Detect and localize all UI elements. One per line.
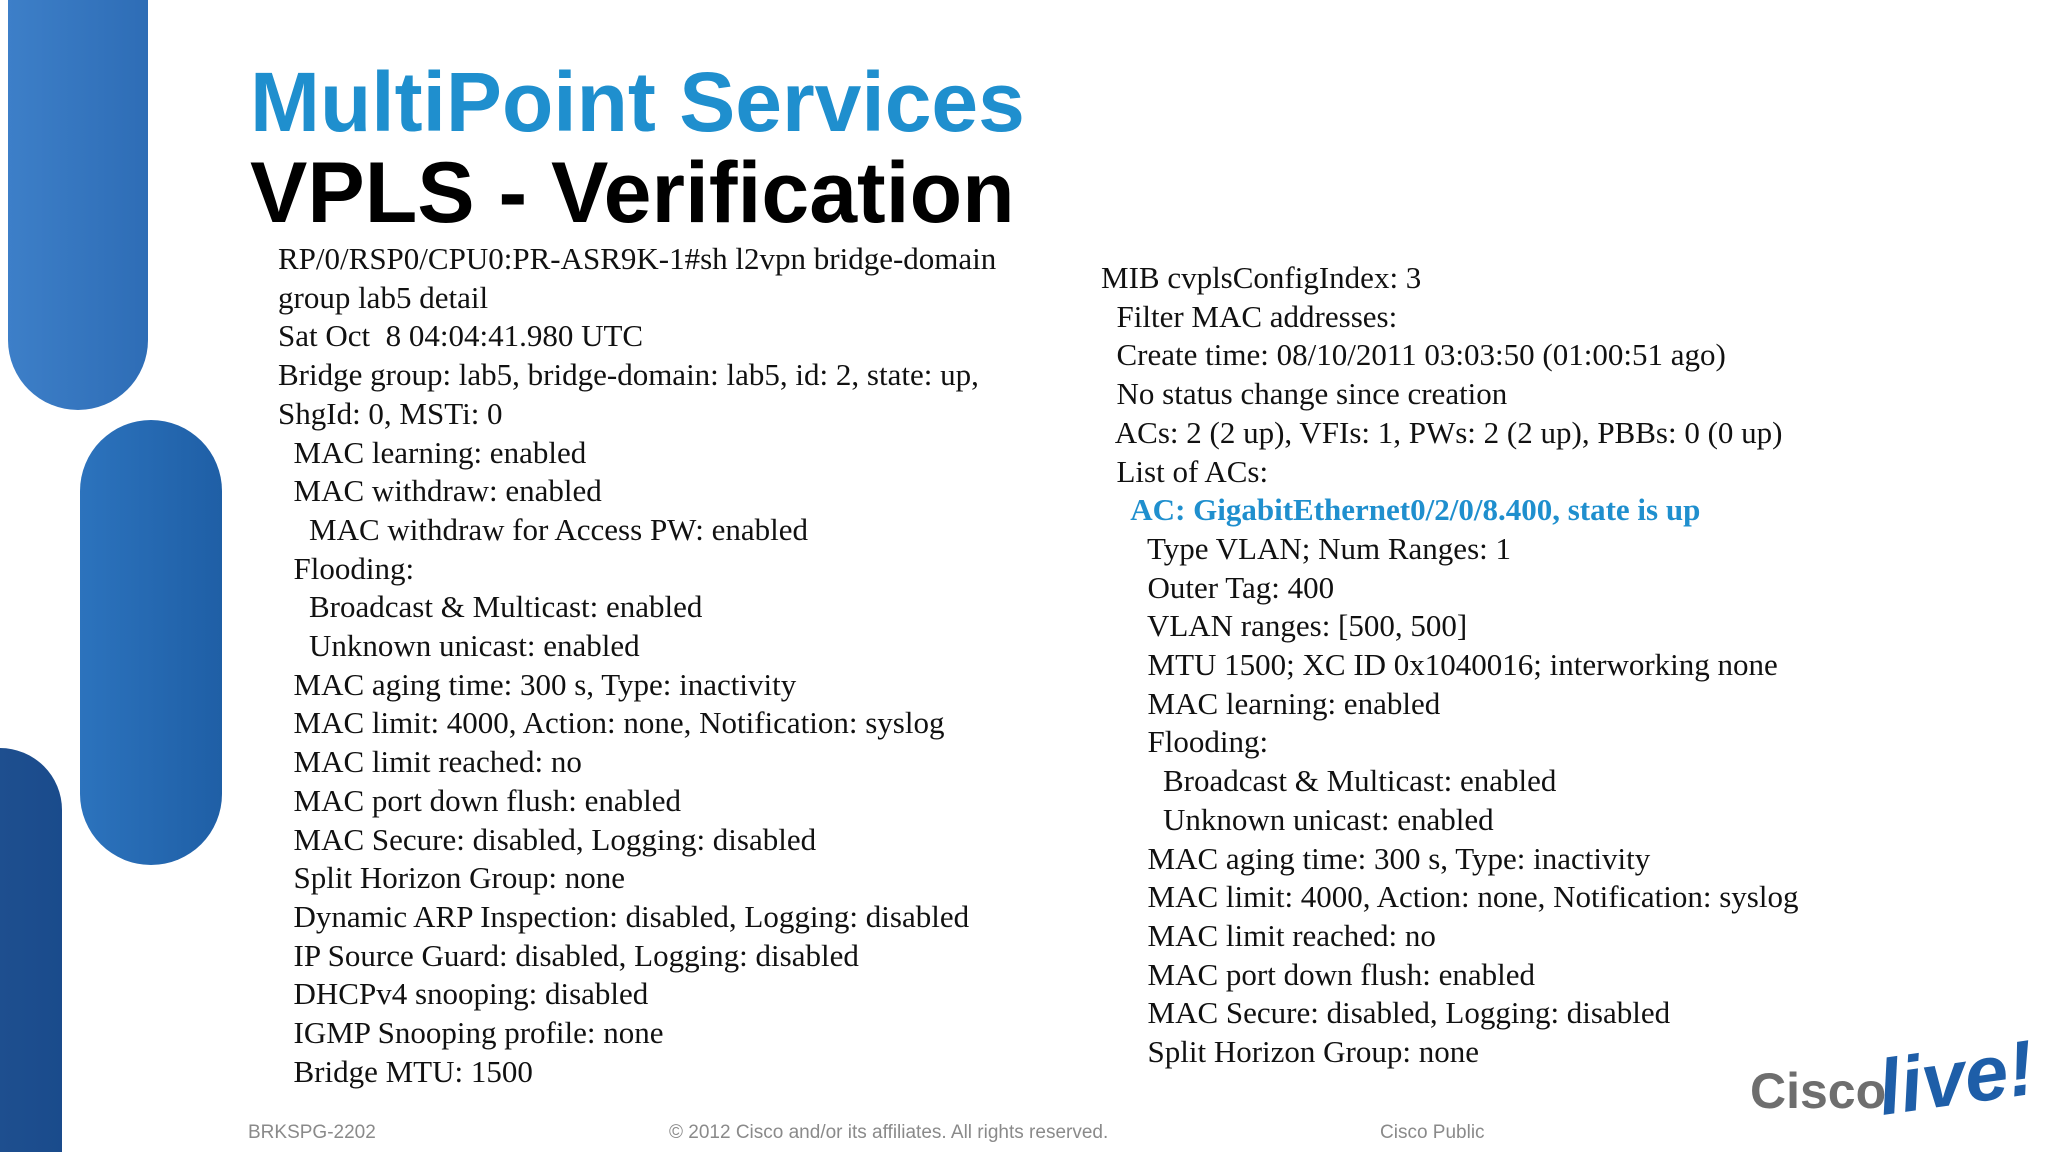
cli-line: Broadcast & Multicast: enabled [278, 589, 703, 625]
cli-line: IP Source Guard: disabled, Logging: disabled [278, 937, 859, 973]
cli-line: Sat Oct 8 04:04:41.980 UTC [278, 318, 644, 354]
cli-line: MAC aging time: 300 s, Type: inactivity [278, 666, 797, 702]
cli-line: MAC learning: enabled [1101, 685, 1441, 721]
cli-line: Unknown unicast: enabled [278, 628, 640, 664]
cli-line: IGMP Snooping profile: none [278, 1015, 664, 1051]
cli-output-left [278, 240, 996, 1091]
cli-line: Filter MAC addresses: [1101, 298, 1398, 334]
logo-wordmark: Cisco [1750, 1063, 1887, 1119]
cli-line: MAC learning: enabled [278, 434, 587, 470]
cli-line: Broadcast & Multicast: enabled [1101, 763, 1557, 799]
deco-bar-middle [80, 420, 222, 865]
cli-line: MAC limit reached: no [278, 744, 582, 780]
cli-line: MAC port down flush: enabled [278, 782, 681, 818]
decorative-bars [0, 0, 240, 1152]
footer-session-code: BRKSPG-2202 [248, 1122, 376, 1143]
cli-line: MAC aging time: 300 s, Type: inactivity [1101, 840, 1651, 876]
cli-line: Type VLAN; Num Ranges: 1 [1101, 530, 1511, 566]
cli-line: Split Horizon Group: none [1101, 1034, 1479, 1070]
cli-line: Create time: 08/10/2011 03:03:50 (01:00:51 ago) [1101, 337, 1726, 373]
cli-line: Split Horizon Group: none [278, 860, 625, 896]
cisco-live-logo [1750, 1020, 2040, 1132]
cli-line: MIB cvplsConfigIndex: 3 [1101, 260, 1422, 295]
cli-line: List of ACs: [1101, 453, 1269, 489]
cli-line: DHCPv4 snooping: disabled [278, 976, 649, 1012]
slide-title: MultiPoint Services [250, 55, 1025, 149]
deco-bar-bottom [0, 748, 62, 1152]
cli-line: MAC Secure: disabled, Logging: disabled [1101, 995, 1671, 1031]
cli-line: MAC withdraw: enabled [278, 473, 602, 509]
cli-line: ACs: 2 (2 up), VFIs: 1, PWs: 2 (2 up), PBBs: 0 (0 up) [1101, 414, 1783, 450]
deco-bar-top [8, 0, 148, 410]
cli-line: MAC limit: 4000, Action: none, Notification: syslog [1101, 879, 1799, 915]
cli-line: ShgId: 0, MSTi: 0 [278, 395, 503, 431]
cli-highlight-line: AC: GigabitEthernet0/2/0/8.400, state is up [1101, 492, 1701, 528]
slide-subtitle: VPLS - Verification [250, 145, 1015, 241]
cli-line: VLAN ranges: [500, 500] [1101, 608, 1468, 644]
cli-line: Flooding: [278, 550, 415, 586]
cli-line: Bridge MTU: 1500 [278, 1053, 533, 1089]
footer-classification: Cisco Public [1380, 1122, 1485, 1143]
cli-line: Outer Tag: 400 [1101, 569, 1335, 605]
cli-output-right [1101, 259, 1799, 1072]
footer-copyright: © 2012 Cisco and/or its affiliates. All rights reserved. [669, 1122, 1109, 1143]
cli-line: No status change since creation [1101, 376, 1508, 412]
logo-script: live! [1872, 1022, 2040, 1132]
cli-line: Bridge group: lab5, bridge-domain: lab5, id: 2, state: up, [278, 357, 979, 393]
cli-line: MAC port down flush: enabled [1101, 956, 1535, 992]
cli-line: MAC withdraw for Access PW: enabled [278, 511, 809, 547]
cli-line: MAC Secure: disabled, Logging: disabled [278, 821, 817, 857]
cli-line: Dynamic ARP Inspection: disabled, Logging: disabled [278, 898, 970, 934]
cli-line: group lab5 detail [278, 279, 489, 315]
cli-line: RP/0/RSP0/CPU0:PR-ASR9K-1#sh l2vpn bridge-domain [278, 241, 997, 276]
cli-line: Flooding: [1101, 724, 1269, 760]
cli-line: MAC limit reached: no [1101, 917, 1436, 953]
cli-line: MAC limit: 4000, Action: none, Notification: syslog [278, 705, 945, 741]
cli-line: MTU 1500; XC ID 0x1040016; interworking none [1101, 647, 1778, 683]
cli-line: Unknown unicast: enabled [1101, 801, 1494, 837]
